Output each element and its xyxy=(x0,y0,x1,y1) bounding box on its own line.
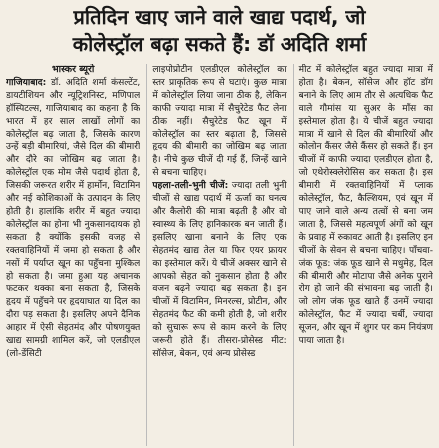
article-body xyxy=(6,64,433,446)
headline xyxy=(6,4,433,58)
column-2-section xyxy=(152,180,286,361)
headline-line-2: कोलेस्ट्रॉल बढ़ा सकते हैं: डॉ अदिति शर्मा xyxy=(72,32,367,56)
column-3 xyxy=(293,64,433,446)
column-2 xyxy=(146,64,286,446)
column-2-body: ज्यादा तली भुनी चीजों से खाद्य पदार्थ में ऊर्जा का घनत्व और कैलोरी की मात्रा बढ़ती है और वो स्वास्थ्य के लिए हानिकारक बन जाती हैं। इसलिए खाना बनाने के लिए एक सेहतमंद खाद्य तेल या फिर एयर फ्रायर का इस्तेमाल करें। ये चीजें अक्सर खाने से आपको सेहत को नुकसान होता है और वजन बढ़ने ज्यादा बढ़ सकता है। इन चीजों में विटामिन, मिनरल्स, प्रोटीन, और सेहतमंद फैट की कमी होती है, जो शरीर को सुचारू रूप से काम करने के लिए जरूरी होते हैं। तीसरा-प्रोसेस्ड मीट: सॉसेज, बेकन, एवं अन्य प्रोसेस्ड xyxy=(152,181,287,359)
column-2-text: लाइपोप्रोटीन एलडीएल कोलेस्ट्रॉल का स्तर प्राकृतिक रूप से घटाएं। कुछ मात्रा में कोलेस्ट्रॉल लिया जाना ठीक है, लेकिन काफी ज्यादा मात्रा में सैचुरेटेड फैट लेना ठीक नहीं। सैचुरेटेड फैट खून में कोलेस्ट्रॉल का स्तर बढ़ाता है, जिससे हृदय की बीमारी का जोखिम बढ़ जाता है। नीचे कुछ चीजें दी गई हैं, जिन्हें खाने से बचना चाहिए। xyxy=(152,65,287,179)
headline-line-1: प्रतिदिन खाए जाने वाले खाद्य पदार्थ, जो xyxy=(73,5,366,29)
byline: भास्कर ब्यूरो xyxy=(51,64,95,75)
dateline: गाजियाबाद: xyxy=(6,77,47,88)
column-1 xyxy=(6,64,140,446)
column-3-text: मीट में कोलेस्ट्रॉल बहुत ज्यादा मात्रा में होता है। बेकन, सॉसेज और हॉट डॉग बनाने के लिए आम तौर से अत्यधिक फैट वाले गौमांस या सुअर के माँस का इस्तेमाल होता है। ये चीजें बहुत ज्यादा मात्रा में खाने से दिल की बीमारियों और कोलोन कैंसर जैसे कैंसर हो सकते हैं। इन चीजों में काफी ज्यादा एलडीएल होता है, जो एथेरोस्क्लेरोसिस कर सकता है। इस बीमारी में रक्तवाहिनियों में प्लाक कोलेस्ट्रॉल, फैट, कैल्शियम, एवं खून में पाए जाने वाले अन्य तत्वों से बना जम जाता है, जिससे महत्वपूर्ण अंगों को खून के प्रवाह में रुकावट आती है। इसलिए इन चीजों के सेवन से बचना चाहिए। पाँचवा-जंक फूड: जंक फूड खाने से मधुमेह, दिल की बीमारी और मोटापा जैसे अनेक पुराने रोग हो जाने की संभावना बढ़ जाती है। जो लोग जंक फूड खाते हैं उनमें ज्यादा कोलेस्ट्रॉल, फैट में ज्यादा चर्बी, ज्यादा सूजन, और खून में शुगर पर कम नियंत्रण पाया जाता है। xyxy=(298,65,433,347)
section-lead: पहला-तली-भुनी चीजें: xyxy=(152,181,229,192)
column-1-text xyxy=(6,77,140,361)
column-1-body: डॉ. अदिति शर्मा कंसल्टेंट, डायटीशियन और न्यूट्रिशनिस्ट, मणिपाल हॉस्पिटल्स, गाजियाबाद का कहना है कि भारत में हर साल लाखों लोगों का कोलेस्ट्रॉल बढ़ जाता है, जिसके कारण उन्हें बड़ी बीमारियां, जैसे दिल की बीमारी और दौरे का जोखिम बढ़ जाता है। कोलेस्ट्रॉल एक मोम जैसे पदार्थ होता है, जिसकी जरूरत शरीर में हार्मोन, विटामिन और नई कोशिकाओं के उत्पादन के लिए होती है। हालांकि शरीर में बहुत ज्यादा कोलेस्ट्रॉल का होना भी नुकसानदायक हो सकता है क्योंकि इसकी वजह से रक्तवाहिनियों में जमा हो सकता है और नसों में पर्याप्त खून का पहुँचना मुश्किल हो सकता है। जमा हुआ यह अचानक फटकर थक्का बना सकता है, जिसके हृदय में पहुँचने पर हृदयाघात या दिल का दौरा पड़ सकता है। इसलिए अपने दैनिक आहार में ऐसी सेहतमंद और पोषणयुक्त खाद्य सामग्री शामिल करें, जो एलडीएल (लो-डेंसिटी xyxy=(6,77,141,359)
